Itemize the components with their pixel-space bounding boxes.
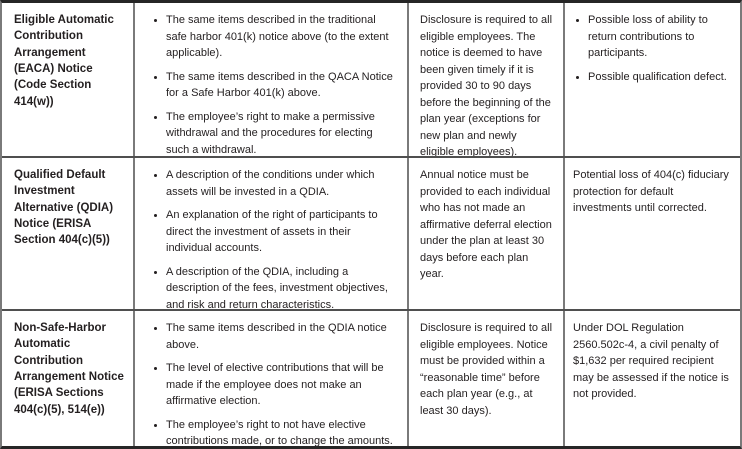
bullet-list [151,320,397,446]
timing-qdia [409,158,565,309]
bullet-list [151,167,397,309]
table-row-eaca-notice [2,3,740,158]
table-row-qdia-notice [2,158,740,311]
timing-text: Disclosure is required to all eligible employees. Notice must be provided within a “reasonable time” before each plan year (e.g., at least 30 days). [420,322,553,417]
bullet-list [573,12,732,85]
timing-text: Annual notice must be provided to each individual who has not made an affirmative deferral election under the plan at least 30 days before each plan year. [420,169,552,280]
bullet-item: The same items described in the QDIA notice above. [151,320,397,353]
notice-contents-qdia [135,158,409,309]
notice-name-non-safe-harbor: Non-Safe-Harbor Automatic Contribution Arrangement Notice (ERISA Sections 404(c)(5), 514(e)) [2,311,135,446]
notice-name-eaca: Eligible Automatic Contribution Arrangement (EACA) Notice (Code Section 414(w)) [2,3,135,156]
bullet-item: Possible qualification defect. [573,69,732,86]
bullet-item: The same items described in the QACA Notice for a Safe Harbor 401(k) above. [151,69,397,102]
consequences-non-safe-harbor [565,311,740,446]
consequences-eaca [565,3,740,156]
bullet-item: A description of the conditions under which assets will be invested in a QDIA. [151,167,397,200]
consequence-text: Under DOL Regulation 2560.502c-4, a civil penalty of $1,632 per required recipient may be assessed if the notice is not provided. [573,322,729,400]
bullet-item: An explanation of the right of participants to direct the investment of assets in their individual accounts. [151,207,397,257]
bullet-item: The employee’s right to not have elective contributions made, or to change the amounts. [151,417,397,447]
notice-contents-eaca [135,3,409,156]
timing-eaca [409,3,565,156]
timing-non-safe-harbor [409,311,565,446]
bullet-item: Possible loss of ability to return contributions to participants. [573,12,732,62]
timing-text: Disclosure is required to all eligible employees. The notice is deemed to have been given timely if it is provided 30 to 90 days before the beginning of the plan year (exceptions for new plan and newly eligible employees). [420,14,553,156]
notice-contents-non-safe-harbor [135,311,409,446]
bullet-item: A description of the QDIA, including a description of the fees, investment objectives, and risk and return characteristics. [151,264,397,310]
bullet-list [151,12,397,156]
bullet-item: The level of elective contributions that will be made if the employee does not make an affirmative election. [151,360,397,410]
bullet-item: The employee’s right to make a permissive withdrawal and the procedures for electing such a withdrawal. [151,109,397,157]
bullet-item: The same items described in the traditional safe harbor 401(k) notice above (to the extent applicable). [151,12,397,62]
table-row-non-safe-harbor-notice [2,311,740,446]
consequence-text: Potential loss of 404(c) fiduciary protection for default investments until corrected. [573,169,729,214]
notice-name-qdia: Qualified Default Investment Alternative (QDIA) Notice (ERISA Section 404(c)(5)) [2,158,135,309]
consequences-qdia [565,158,740,309]
